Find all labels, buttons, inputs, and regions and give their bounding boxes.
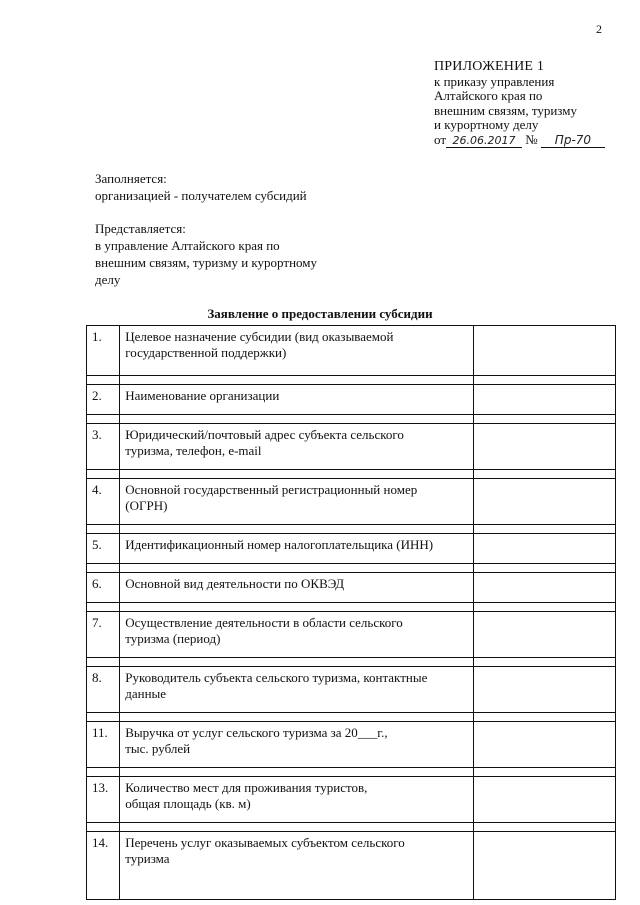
submitted-to-label: Представляется: xyxy=(95,221,186,236)
spacer-cell xyxy=(473,376,615,385)
row-label xyxy=(120,777,474,823)
spacer-cell xyxy=(120,658,474,667)
spacer-cell xyxy=(473,415,615,424)
row-label-line: Идентификационный номер налогоплательщика (ИНН) xyxy=(125,537,434,552)
row-spacer xyxy=(87,603,616,612)
spacer-cell xyxy=(473,603,615,612)
spacer-cell xyxy=(473,564,615,573)
handwritten-date: 26.06.2017 xyxy=(446,134,522,148)
page-number: 2 xyxy=(596,22,602,36)
spacer-cell xyxy=(120,415,474,424)
table-row xyxy=(87,534,616,564)
table-row xyxy=(87,385,616,415)
row-spacer xyxy=(87,768,616,777)
appendix-line: к приказу управления xyxy=(434,73,555,89)
row-label xyxy=(120,479,474,525)
spacer-cell xyxy=(87,603,120,612)
row-label-line: Целевое назначение субсидии (вид оказываемой xyxy=(125,329,394,344)
appendix-line: и курортному делу xyxy=(434,117,539,132)
spacer-cell xyxy=(87,713,120,722)
row-value-field[interactable] xyxy=(473,479,615,525)
spacer-cell xyxy=(120,564,474,573)
spacer-cell xyxy=(87,823,120,832)
row-label-line: Перечень услуг оказываемых субъектом сельского xyxy=(125,835,405,850)
row-label-line: тыс. рублей xyxy=(125,741,191,756)
row-number: 1. xyxy=(87,326,120,376)
row-spacer xyxy=(87,823,616,832)
row-label xyxy=(120,326,474,376)
row-number: 4. xyxy=(87,479,120,525)
number-sign: № xyxy=(525,131,538,147)
row-label-line: Количество мест для проживания туристов, xyxy=(125,780,368,795)
spacer-cell xyxy=(473,823,615,832)
table-row xyxy=(87,479,616,525)
spacer-cell xyxy=(473,768,615,777)
row-spacer xyxy=(87,713,616,722)
handwritten-number: Пр-70 xyxy=(541,134,605,148)
row-label-line: Наименование организации xyxy=(125,388,280,403)
row-label-line: Юридический/почтовый адрес субъекта сельского xyxy=(125,427,404,442)
row-number: 7. xyxy=(87,612,120,658)
submitted-to-block xyxy=(95,220,317,288)
row-value-field[interactable] xyxy=(473,385,615,415)
application-table xyxy=(86,325,616,900)
spacer-cell xyxy=(473,658,615,667)
row-label-line: Осуществление деятельности в области сельского xyxy=(125,615,403,630)
filled-by-block xyxy=(95,170,307,204)
spacer-cell xyxy=(87,658,120,667)
spacer-cell xyxy=(473,525,615,534)
table-row xyxy=(87,777,616,823)
row-number: 11. xyxy=(87,722,120,768)
row-label-line: Выручка от услуг сельского туризма за 20___г., xyxy=(125,725,388,740)
spacer-cell xyxy=(120,713,474,722)
row-label-line: Руководитель субъекта сельского туризма, контактные xyxy=(125,670,428,685)
appendix-title: ПРИЛОЖЕНИЕ 1 xyxy=(434,59,545,74)
row-number: 5. xyxy=(87,534,120,564)
document-title: Заявление о предоставлении субсидии xyxy=(207,306,433,321)
row-spacer xyxy=(87,376,616,385)
row-value-field[interactable] xyxy=(473,722,615,768)
spacer-cell xyxy=(473,470,615,479)
row-value-field[interactable] xyxy=(473,832,615,900)
row-value-field[interactable] xyxy=(473,573,615,603)
spacer-cell xyxy=(87,768,120,777)
appendix-line: Алтайского края по xyxy=(434,88,543,103)
table-row xyxy=(87,667,616,713)
row-number: 3. xyxy=(87,424,120,470)
table-row xyxy=(87,424,616,470)
row-label-line: туризма xyxy=(125,851,170,866)
filled-by-label: Заполняется: xyxy=(95,171,167,186)
appendix-block xyxy=(434,60,605,148)
spacer-cell xyxy=(87,564,120,573)
row-label-line: туризма (период) xyxy=(125,631,221,646)
row-spacer xyxy=(87,470,616,479)
row-number: 8. xyxy=(87,667,120,713)
row-label xyxy=(120,612,474,658)
row-label xyxy=(120,424,474,470)
spacer-cell xyxy=(120,470,474,479)
spacer-cell xyxy=(87,376,120,385)
row-label-line: Основной государственный регистрационный номер xyxy=(125,482,418,497)
row-spacer xyxy=(87,415,616,424)
spacer-cell xyxy=(473,713,615,722)
table-row xyxy=(87,326,616,376)
row-label xyxy=(120,832,474,900)
submitted-to-line: делу xyxy=(95,272,121,287)
spacer-cell xyxy=(120,525,474,534)
submitted-to-line: внешним связям, туризму и курортному xyxy=(95,255,318,270)
spacer-cell xyxy=(87,470,120,479)
row-label xyxy=(120,667,474,713)
spacer-cell xyxy=(120,376,474,385)
row-label-line: Основной вид деятельности по ОКВЭД xyxy=(125,576,345,591)
spacer-cell xyxy=(87,525,120,534)
row-label xyxy=(120,722,474,768)
row-label xyxy=(120,534,474,564)
row-value-field[interactable] xyxy=(473,326,615,376)
row-spacer xyxy=(87,564,616,573)
row-spacer xyxy=(87,525,616,534)
row-number: 2. xyxy=(87,385,120,415)
table-row xyxy=(87,832,616,900)
filled-by-value: организацией - получателем субсидий xyxy=(95,188,307,203)
date-prefix: от xyxy=(434,131,447,147)
spacer-cell xyxy=(120,603,474,612)
table-row xyxy=(87,612,616,658)
row-label xyxy=(120,573,474,603)
row-value-field[interactable] xyxy=(473,424,615,470)
table-row xyxy=(87,722,616,768)
row-label-line: (ОГРН) xyxy=(125,498,168,513)
order-date-number xyxy=(434,133,605,148)
row-number: 6. xyxy=(87,573,120,603)
row-label xyxy=(120,385,474,415)
table-row xyxy=(87,573,616,603)
row-number: 14. xyxy=(87,832,120,900)
row-value-field[interactable] xyxy=(473,534,615,564)
row-value-field[interactable] xyxy=(473,777,615,823)
row-label-line: государственной поддержки) xyxy=(125,345,287,360)
spacer-cell xyxy=(120,823,474,832)
row-value-field[interactable] xyxy=(473,612,615,658)
row-value-field[interactable] xyxy=(473,667,615,713)
appendix-line: внешним связям, туризму xyxy=(434,102,577,118)
spacer-cell xyxy=(120,768,474,777)
spacer-cell xyxy=(87,415,120,424)
submitted-to-line: в управление Алтайского края по xyxy=(95,238,280,253)
row-label-line: данные xyxy=(125,686,167,701)
row-spacer xyxy=(87,658,616,667)
row-number: 13. xyxy=(87,777,120,823)
row-label-line: туризма, телефон, e-mail xyxy=(125,443,262,458)
row-label-line: общая площадь (кв. м) xyxy=(125,796,251,811)
